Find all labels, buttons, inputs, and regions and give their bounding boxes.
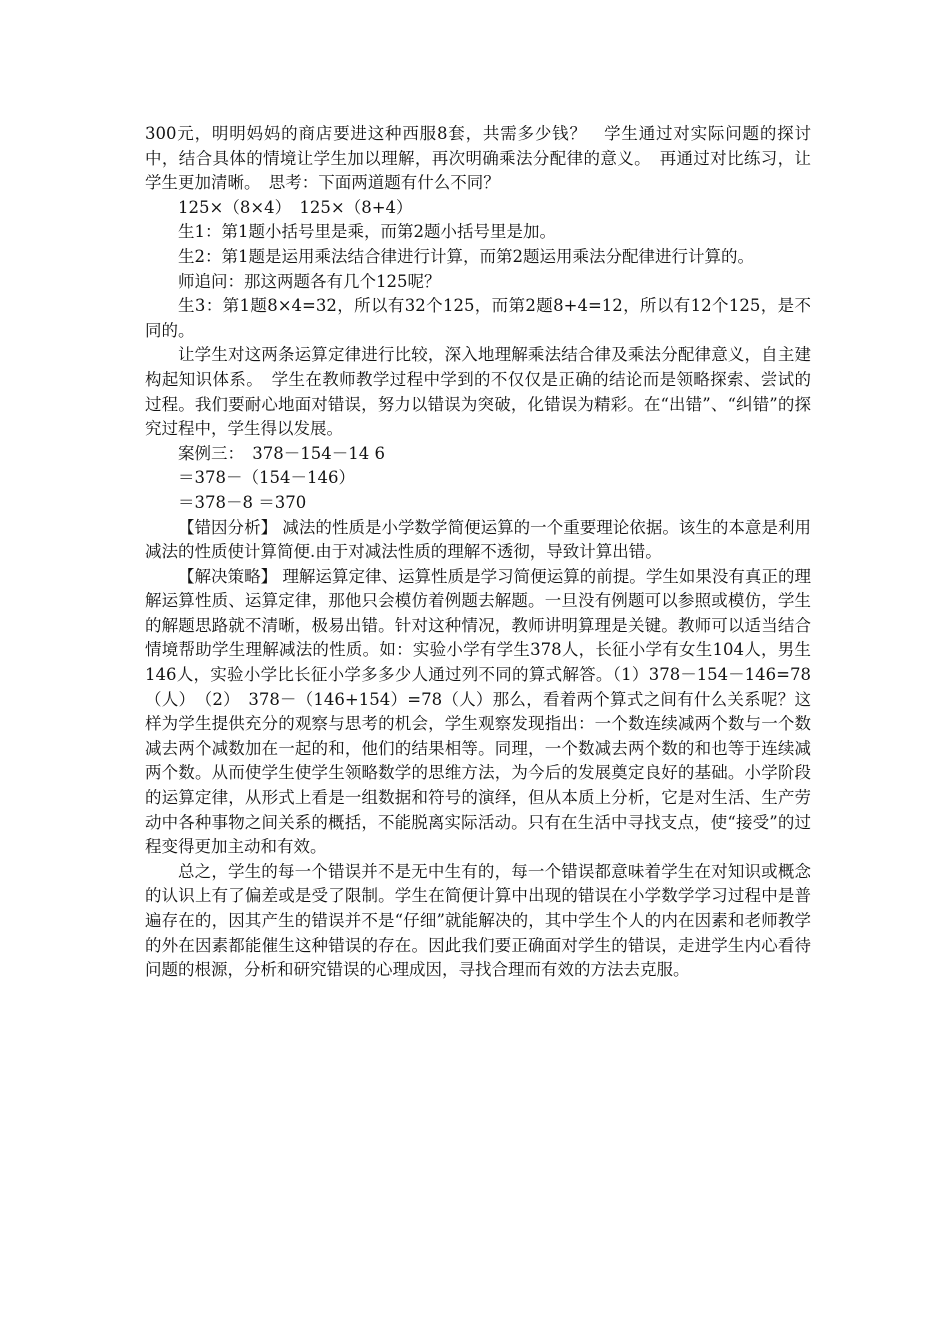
paragraph-4: 生2：第1题是运用乘法结合律进行计算，而第2题运用乘法分配律进行计算的。	[178, 246, 754, 266]
paragraph-10: ＝378－8 ＝370	[178, 492, 307, 512]
paragraph-12: 【解决策略】 理解运算定律、运算性质是学习简便运算的前提。学生如果没有真正的理解运算性质、运算定律，那他只会模仿着例题去解题。一旦没有例题可以参照或模仿，学生的解题思路就不清晰，极易出错。针对这种情况，教师讲明算理是关键。教师可以适当结合情境帮助学生理解减法的性质。如：实验小学有学生378人，长征小学有女生104人，男生146人，实验小学比长征小学多多少人通过列不同的算式解答。（1）378－154－146=78（人） （2） 378－（146+154）=78（人）那么，看着两个算式之间有什么关系呢？这样为学生提供充分的观察与思考的机会，学生观察发现指出：一个数连续减两个数与一个数减去两个减数加在一起的和，他们的结果相等。同理，一个数减去两个数的和也等于连续减两个数。从而使学生使学生领略数学的思维方法，为今后的发展奠定良好的基础。小学阶段的运算定律，从形式上看是一组数据和符号的演绎，但从本质上分析，它是对生活、生产劳动中各种事物之间关系的概括，不能脱离实际活动。只有在生活中寻找支点，使“接受”的过程变得更加主动和有效。	[145, 566, 811, 857]
paragraph-5: 师追问：那这两题各有几个125呢？	[178, 271, 441, 291]
paragraph-9: ＝378－（154－146）	[178, 468, 355, 488]
paragraph-11: 【错因分析】 减法的性质是小学数学简便运算的一个重要理论依据。该生的本意是利用减法的性质使计算简便.由于对减法性质的理解不透彻，导致计算出错。	[145, 517, 811, 562]
paragraph-2: 125×（8×4） 125×（8+4）	[178, 197, 413, 217]
paragraph-13: 总之，学生的每一个错误并不是无中生有的，每一个错误都意味着学生在对知识或概念的认识上有了偏差或是受了限制。学生在简便计算中出现的错误在小学数学学习过程中是普遍存在的，因其产生的错误并不是“仔细”就能解决的，其中学生个人的内在因素和老师教学的外在因素都能催生这种错误的存在。因此我们要正确面对学生的错误，走进学生内心看待问题的根源，分析和研究错误的心理成因，寻找合理而有效的方法去克服。	[145, 861, 811, 980]
paragraph-7: 让学生对这两条运算定律进行比较，深入地理解乘法结合律及乘法分配律意义，自主建构起知识体系。 学生在教师教学过程中学到的不仅仅是正确的结论而是领略探索、尝试的过程。我们要耐心地面对错误，努力以错误为突破，化错误为精彩。在“出错”、“纠错”的探究过程中，学生得以发展。	[145, 345, 811, 439]
paragraph-3: 生1：第1题小括号里是乘，而第2题小括号里是加。	[178, 222, 556, 242]
paragraph-1: 300元，明明妈妈的商店要进这种西服8套，共需多少钱？ 学生通过对实际问题的探讨中，结合具体的情境让学生加以理解，再次明确乘法分配律的意义。 再通过对比练习，让学生更加清晰。 思考：下面两道题有什么不同？	[145, 124, 811, 193]
document-body	[145, 122, 811, 983]
paragraph-8: 案例三： 378－154－14 6	[178, 443, 385, 463]
paragraph-6: 生3：第1题8×4=32，所以有32个125，而第2题8+4=12，所以有12个125，是不同的。	[145, 296, 811, 340]
